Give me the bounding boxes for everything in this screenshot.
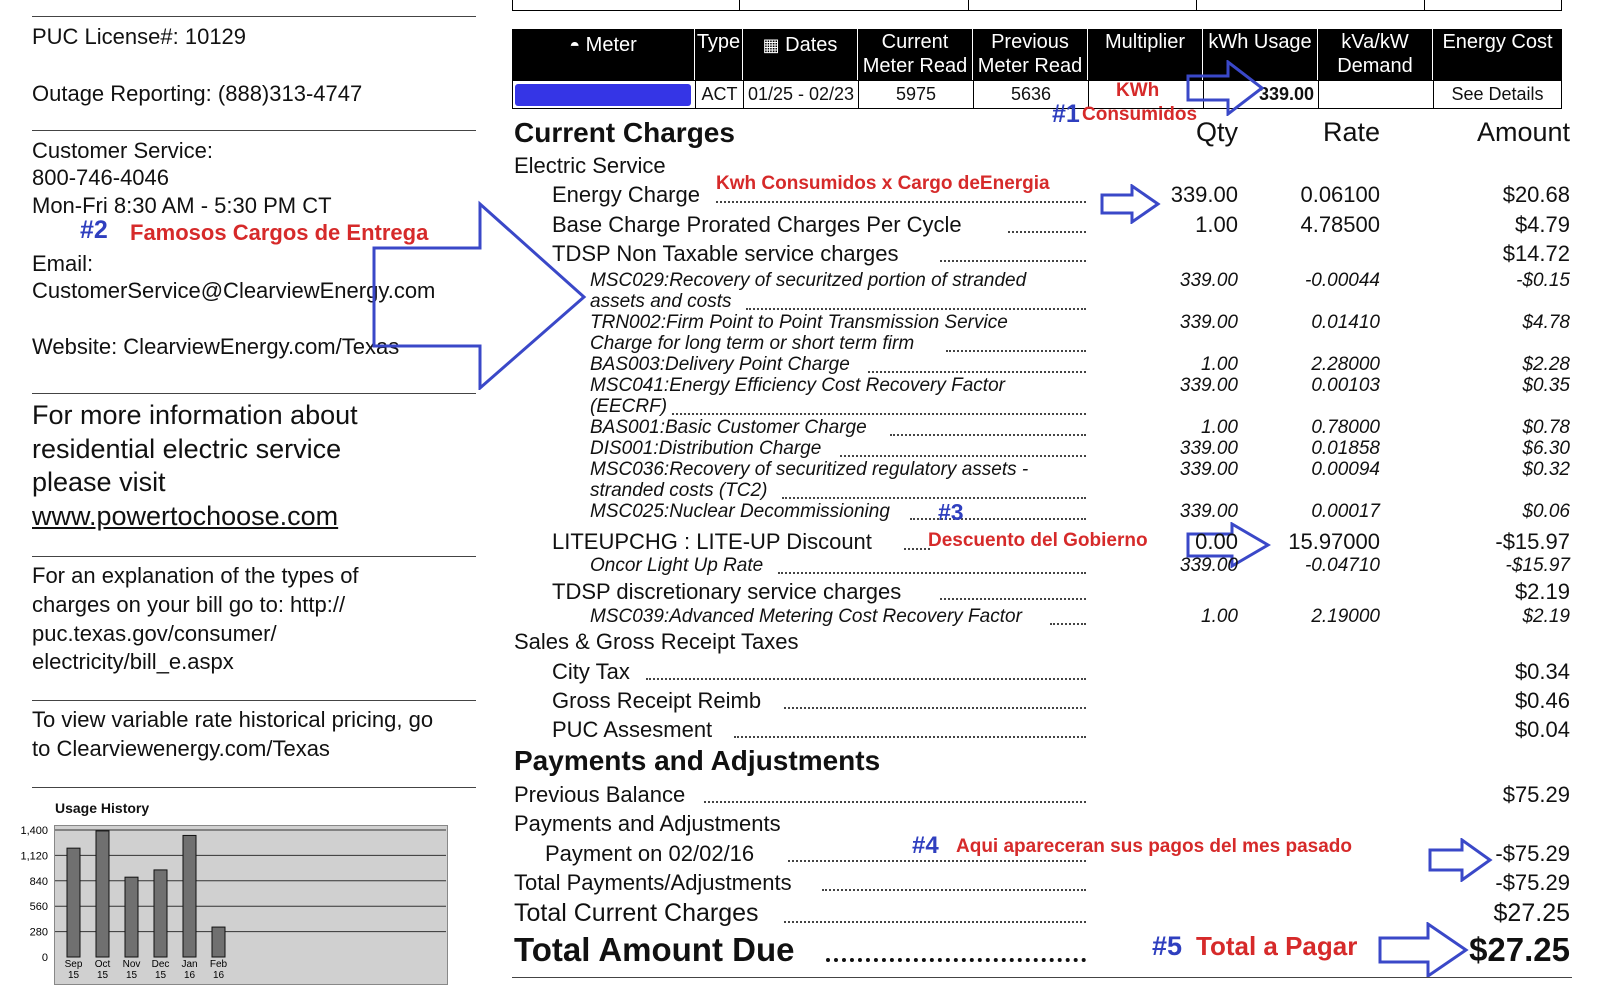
base-charge-label: Base Charge Prorated Charges Per Cycle: [552, 212, 962, 237]
explanation-line-1: For an explanation of the types of: [32, 563, 359, 588]
oncor-light-up-label: Oncor Light Up Rate: [590, 555, 764, 576]
tdsp-non-taxable-amount: $14.72: [1502, 241, 1570, 266]
website[interactable]: Website: ClearviewEnergy.com/Texas: [32, 334, 400, 359]
annotation-delivery-charges: Famosos Cargos de Entrega: [130, 220, 429, 245]
base-charge-rate: 4.78500: [1300, 212, 1380, 237]
x-tick-label: 16: [183, 970, 196, 981]
payments-title: Payments and Adjustments: [514, 745, 881, 776]
gross-receipt-label: Gross Receipt Reimb: [552, 688, 762, 713]
oncor-light-up-rate: -0.04710: [1304, 555, 1380, 576]
electric-service-label: Electric Service: [514, 153, 666, 178]
trn002-label: TRN002:Firm Point to Point Transmission Service: [590, 312, 1008, 333]
bas001-qty: 1.00: [1201, 417, 1238, 438]
annotation-number-4: #4: [912, 832, 939, 859]
energy-cost-value: See Details: [1451, 84, 1544, 104]
usage-bar: [154, 870, 167, 957]
sales-taxes-label: Sales & Gross Receipt Taxes: [514, 629, 799, 654]
bas003-rate: 2.28000: [1311, 354, 1380, 375]
annotation-total-to-pay: Total a Pagar: [1196, 931, 1358, 961]
msc039-qty: 1.00: [1201, 606, 1238, 627]
meter-dates-value: 01/25 - 02/23: [744, 81, 859, 108]
base-charge-qty: 1.00: [1195, 212, 1238, 237]
usage-bar: [183, 835, 196, 957]
top-table-edge: [512, 0, 1562, 11]
x-tick-label: Feb: [209, 959, 228, 970]
msc025-amount: $0.06: [1522, 501, 1570, 522]
kwh-usage-value: 339.00: [1204, 81, 1319, 108]
meter-header: ◓ Meter: [512, 29, 695, 80]
previous-read-header: Previous Meter Read: [973, 29, 1088, 80]
meter-type-value: ACT: [696, 81, 744, 108]
puc-license: PUC License#: 10129: [32, 24, 247, 49]
right-arrow-icon: [1186, 60, 1266, 116]
msc025-rate: 0.00017: [1311, 501, 1380, 522]
energy-charge-rate: 0.06100: [1300, 182, 1380, 207]
msc036-qty: 339.00: [1179, 459, 1238, 480]
divider-bottom: [512, 977, 1572, 978]
gauge-icon: ◓: [569, 35, 581, 55]
trn002-label-cont: Charge for long term or short term firm: [590, 333, 915, 354]
variable-rate-line-2: to Clearviewenergy.com/Texas: [32, 736, 330, 761]
oncor-light-up-qty: 339.00: [1179, 555, 1238, 576]
tdsp-discretionary-amount: $2.19: [1514, 579, 1570, 604]
x-tick-label: Nov: [122, 959, 141, 970]
x-tick-label: 15: [96, 970, 109, 981]
msc029-amount: -$0.15: [1516, 270, 1570, 291]
trn002-rate: 0.01410: [1311, 312, 1380, 333]
usage-bar: [67, 848, 80, 957]
city-tax-amount: $0.34: [1514, 659, 1570, 684]
liteup-discount-qty: 0.00: [1195, 529, 1238, 554]
explanation-line-3: puc.texas.gov/consumer/: [32, 621, 277, 646]
dis001-qty: 339.00: [1179, 438, 1238, 459]
msc036-amount: $0.32: [1522, 459, 1570, 480]
outage-reporting: Outage Reporting: (888)313-4747: [32, 81, 363, 106]
usage-bar: [125, 877, 138, 957]
annotation-number-2: #2: [80, 216, 108, 244]
annotation-number-1: #1: [1052, 100, 1080, 128]
bas003-amount: $2.28: [1522, 354, 1570, 375]
city-tax-label: City Tax: [552, 659, 630, 684]
x-tick-label: Sep: [64, 959, 83, 970]
liteup-discount-rate: 15.97000: [1288, 529, 1380, 554]
demand-value: [1319, 81, 1434, 108]
x-tick-label: 15: [125, 970, 138, 981]
msc041-rate: 0.00103: [1311, 375, 1380, 396]
msc036-label: MSC036:Recovery of securitized regulatory assets -: [590, 459, 1029, 480]
meter-table-row: [512, 80, 1562, 109]
bas003-qty: 1.00: [1201, 354, 1238, 375]
info-line-2: residential electric service: [32, 434, 342, 464]
tdsp-discretionary-label: TDSP discretionary service charges: [552, 579, 902, 604]
previous-balance-label: Previous Balance: [514, 782, 686, 807]
tdsp-non-taxable-label: TDSP Non Taxable service charges: [552, 241, 899, 266]
customer-service-hours: Mon-Fri 8:30 AM - 5:30 PM CT: [32, 193, 332, 218]
email-label: Email:: [32, 251, 94, 276]
total-amount-due-value: $27.25: [1469, 931, 1570, 968]
msc041-qty: 339.00: [1179, 375, 1238, 396]
explanation-line-4: electricity/bill_e.aspx: [32, 649, 234, 674]
meter-table: [512, 29, 1562, 110]
total-amount-due-label: Total Amount Due: [514, 931, 795, 968]
oncor-light-up-amount: -$15.97: [1505, 555, 1570, 576]
msc029-label-cont: assets and costs: [590, 291, 732, 312]
y-tick-label: 1,120: [20, 850, 48, 863]
rate-header: Rate: [1322, 117, 1380, 147]
puc-assessment-label: PUC Assesment: [552, 717, 713, 742]
base-charge-amount: $4.79: [1514, 212, 1570, 237]
annotation-government-discount: Descuento del Gobierno: [928, 530, 1148, 551]
current-charges-title: Current Charges: [514, 117, 735, 148]
annotation-number-5: #5: [1152, 931, 1183, 961]
divider-top: [32, 16, 476, 17]
payment-amount: -$75.29: [1495, 841, 1570, 866]
x-tick-label: Oct: [94, 959, 111, 970]
dis001-label: DIS001:Distribution Charge: [590, 438, 822, 459]
total-adjustments-label: Total Payments/Adjustments: [514, 870, 792, 895]
usage-bar: [212, 927, 225, 957]
bas003-label: BAS003:Delivery Point Charge: [590, 354, 850, 375]
usage-history-svg: [0, 820, 460, 983]
multiplier-header: Multiplier: [1088, 29, 1203, 80]
total-adjustments-amount: -$75.29: [1495, 870, 1570, 895]
msc039-rate: 2.19000: [1311, 606, 1380, 627]
customer-service-phone: 800-746-4046: [32, 165, 170, 190]
powertochoose-link[interactable]: www.powertochoose.com: [32, 501, 339, 531]
type-header: Type: [695, 29, 743, 80]
kwh-usage-header: kWh Usage: [1203, 29, 1318, 80]
payment-label: Payment on 02/02/16: [545, 841, 755, 866]
x-tick-label: Jan: [181, 959, 198, 970]
trn002-qty: 339.00: [1179, 312, 1238, 333]
annotation-number-3: #3: [938, 499, 964, 525]
info-line-3: please visit: [32, 467, 166, 497]
liteup-discount-amount: -$15.97: [1495, 529, 1570, 554]
info-line-1: For more information about: [32, 400, 358, 430]
msc039-label: MSC039:Advanced Metering Cost Recovery Factor: [590, 606, 1022, 627]
customer-service-label: Customer Service:: [32, 138, 213, 163]
energy-charge-amount: $20.68: [1502, 182, 1570, 207]
annotation-consumed: Consumidos: [1082, 104, 1198, 125]
payments-adjustments-label: Payments and Adjustments: [514, 811, 781, 836]
dis001-amount: $6.30: [1522, 438, 1570, 459]
energy-charge-qty: 339.00: [1170, 182, 1238, 207]
msc029-label: MSC029:Recovery of securitzed portion of stranded: [590, 270, 1027, 291]
usage-bar: [96, 831, 109, 957]
y-tick-label: 840: [29, 875, 48, 888]
annotation-kwh: KWh: [1116, 80, 1160, 101]
msc029-qty: 339.00: [1179, 270, 1238, 291]
calendar-icon: ▦: [762, 35, 780, 55]
annotation-energy-calc: Kwh Consumidos x Cargo deEnergia: [716, 173, 1050, 194]
divider: [32, 130, 476, 131]
liteup-discount-label: LITEUPCHG : LITE-UP Discount: [552, 529, 872, 554]
demand-header: kVa/kW Demand: [1318, 29, 1433, 80]
y-tick-label: 560: [29, 901, 48, 914]
annotation-last-payments: Aqui apareceran sus pagos del mes pasado: [956, 836, 1352, 857]
bas001-rate: 0.78000: [1311, 417, 1380, 438]
qty-header: Qty: [1195, 117, 1238, 147]
y-tick-label: 0: [41, 952, 48, 964]
current-read-header: Current Meter Read: [858, 29, 973, 80]
amount-header: Amount: [1476, 117, 1570, 147]
msc025-label: MSC025:Nuclear Decommissioning: [590, 501, 890, 522]
meter-id-redacted: [513, 81, 696, 108]
energy-charge-label: Energy Charge: [552, 182, 700, 207]
total-current-charges-label: Total Current Charges: [514, 899, 759, 927]
msc036-rate: 0.00094: [1311, 459, 1380, 480]
current-read-value: 5975: [859, 81, 974, 108]
msc041-label: MSC041:Energy Efficiency Cost Recovery Factor: [590, 375, 1005, 396]
y-tick-label: 280: [29, 926, 48, 939]
msc041-label-cont: (EECRF): [590, 396, 668, 417]
msc039-amount: $2.19: [1522, 606, 1570, 627]
explanation-line-2: charges on your bill go to: http://: [32, 592, 346, 617]
previous-balance-amount: $75.29: [1502, 782, 1570, 807]
variable-rate-line-1: To view variable rate historical pricing, go: [32, 707, 434, 732]
divider: [32, 393, 476, 394]
msc029-rate: -0.00044: [1304, 270, 1380, 291]
divider: [32, 787, 476, 788]
dis001-rate: 0.01858: [1311, 438, 1380, 459]
divider: [32, 700, 476, 701]
x-tick-label: 15: [154, 970, 167, 981]
x-tick-label: 15: [67, 970, 80, 981]
y-tick-label: 1,400: [20, 825, 48, 837]
x-tick-label: 16: [212, 970, 225, 981]
bas001-amount: $0.78: [1522, 417, 1570, 438]
x-tick-label: Dec: [151, 959, 170, 970]
trn002-amount: $4.78: [1522, 312, 1570, 333]
puc-assessment-amount: $0.04: [1514, 717, 1570, 742]
gross-receipt-amount: $0.46: [1514, 688, 1570, 713]
msc041-amount: $0.35: [1522, 375, 1570, 396]
usage-history-title: Usage History: [55, 800, 150, 816]
msc036-label-cont: stranded costs (TC2): [590, 480, 768, 501]
total-current-charges-amount: $27.25: [1493, 899, 1570, 927]
email-address[interactable]: CustomerService@ClearviewEnergy.com: [32, 278, 436, 303]
meter-table-header: [512, 29, 1562, 80]
dates-header: ▦ Dates: [743, 29, 858, 80]
msc025-qty: 339.00: [1179, 501, 1238, 522]
energy-cost-header: Energy Cost: [1442, 31, 1553, 53]
divider: [32, 556, 476, 557]
bas001-label: BAS001:Basic Customer Charge: [590, 417, 867, 438]
previous-read-value: 5636: [974, 81, 1089, 108]
